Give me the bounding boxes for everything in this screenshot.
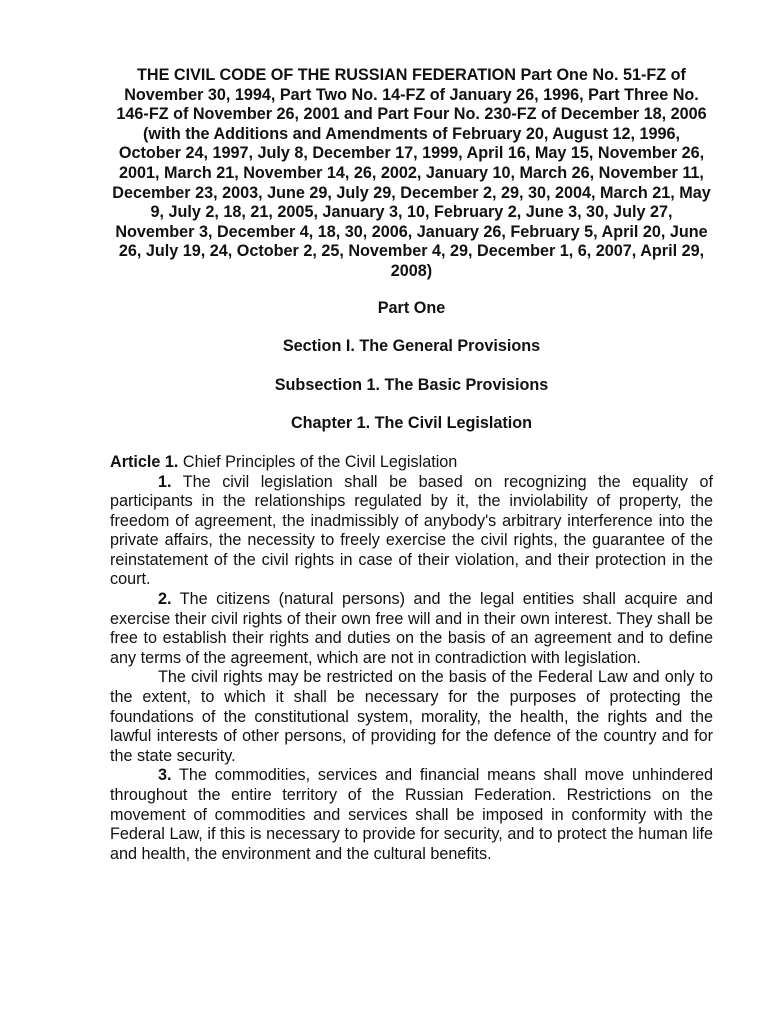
article-name: Chief Principles of the Civil Legislation [178,452,458,471]
document-page [110,66,713,864]
article-label: Article 1. [110,452,179,471]
article-paragraph-1 [110,473,713,591]
article-heading [110,453,713,473]
paragraph-text: The civil rights may be restricted on the basis of the Federal Law and only to the extent, to which it shall be necessary for the purposes of protecting the foundations of the constitutional system, morality, the health, the rights and the lawful interests of other persons, of providing for the defence of the country and for the state security. [110,668,713,765]
paragraph-text: The commodities, services and financial means shall move unhindered throughout the entire territory of the Russian Federation. Restrictions on the movement of commodities and services shall be imposed in conformity with the Federal Law, if this is necessary to provide for security, and to protect the human life and health, the environment and the cultural benefits. [110,766,713,863]
subsection-heading: Subsection 1. The Basic Provisions [274,375,549,394]
paragraph-number: 1. [158,472,172,491]
article-paragraph-2-continued [110,668,713,766]
article-paragraph-2 [110,590,713,668]
paragraph-number: 3. [158,766,172,785]
document-title: THE CIVIL CODE OF THE RUSSIAN FEDERATION Part One No. 51-FZ of November 30, 1994, Part Two No. 14-FZ of January 26, 1996, Part Three No. 146-FZ of November 26, 2001 and Part Four No. 230-FZ of December 18, 2006 (with the Additions and Amendments of February 20, August 12, 1996, October 24, 1997, July 8, December 17, 1999, April 16, May 15, November 26, 2001, March 21, November 14, 26, 2002, January 10, March 26, November 11, December 23, 2003, June 29, July 29, December 2, 29, 30, 2004, March 21, May 9, July 2, 18, 21, 2005, January 3, 10, February 2, June 3, 30, July 27, November 3, December 4, 18, 30, 2006, January 26, February 5, April 20, June 26, July 19, 24, October 2, 25, November 4, 29, December 1, 6, 2007, April 29, 2008) [112,66,711,280]
article-paragraph-3 [110,766,713,864]
paragraph-text: The civil legislation shall be based on recognizing the equality of participants in the relationships regulated by it, the inviolability of property, the freedom of agreement, the inadmissibly of anybody's arbitrary interference into the private affairs, the necessity to freely exercise the civil rights, the guarantee of the reinstatement of the civil rights in case of their violation, and their protection in the court. [110,472,713,589]
section-heading: Section I. The General Provisions [282,337,541,356]
paragraph-text: The citizens (natural persons) and the legal entities shall acquire and exercise their civil rights of their own free will and in their own interest. They shall be free to establish their rights and duties on the basis of an agreement and to define any terms of the agreement, which are not in contradiction with legislation. [110,590,713,667]
paragraph-number: 2. [158,590,172,609]
chapter-heading: Chapter 1. The Civil Legislation [290,414,533,433]
part-heading: Part One [377,298,446,317]
